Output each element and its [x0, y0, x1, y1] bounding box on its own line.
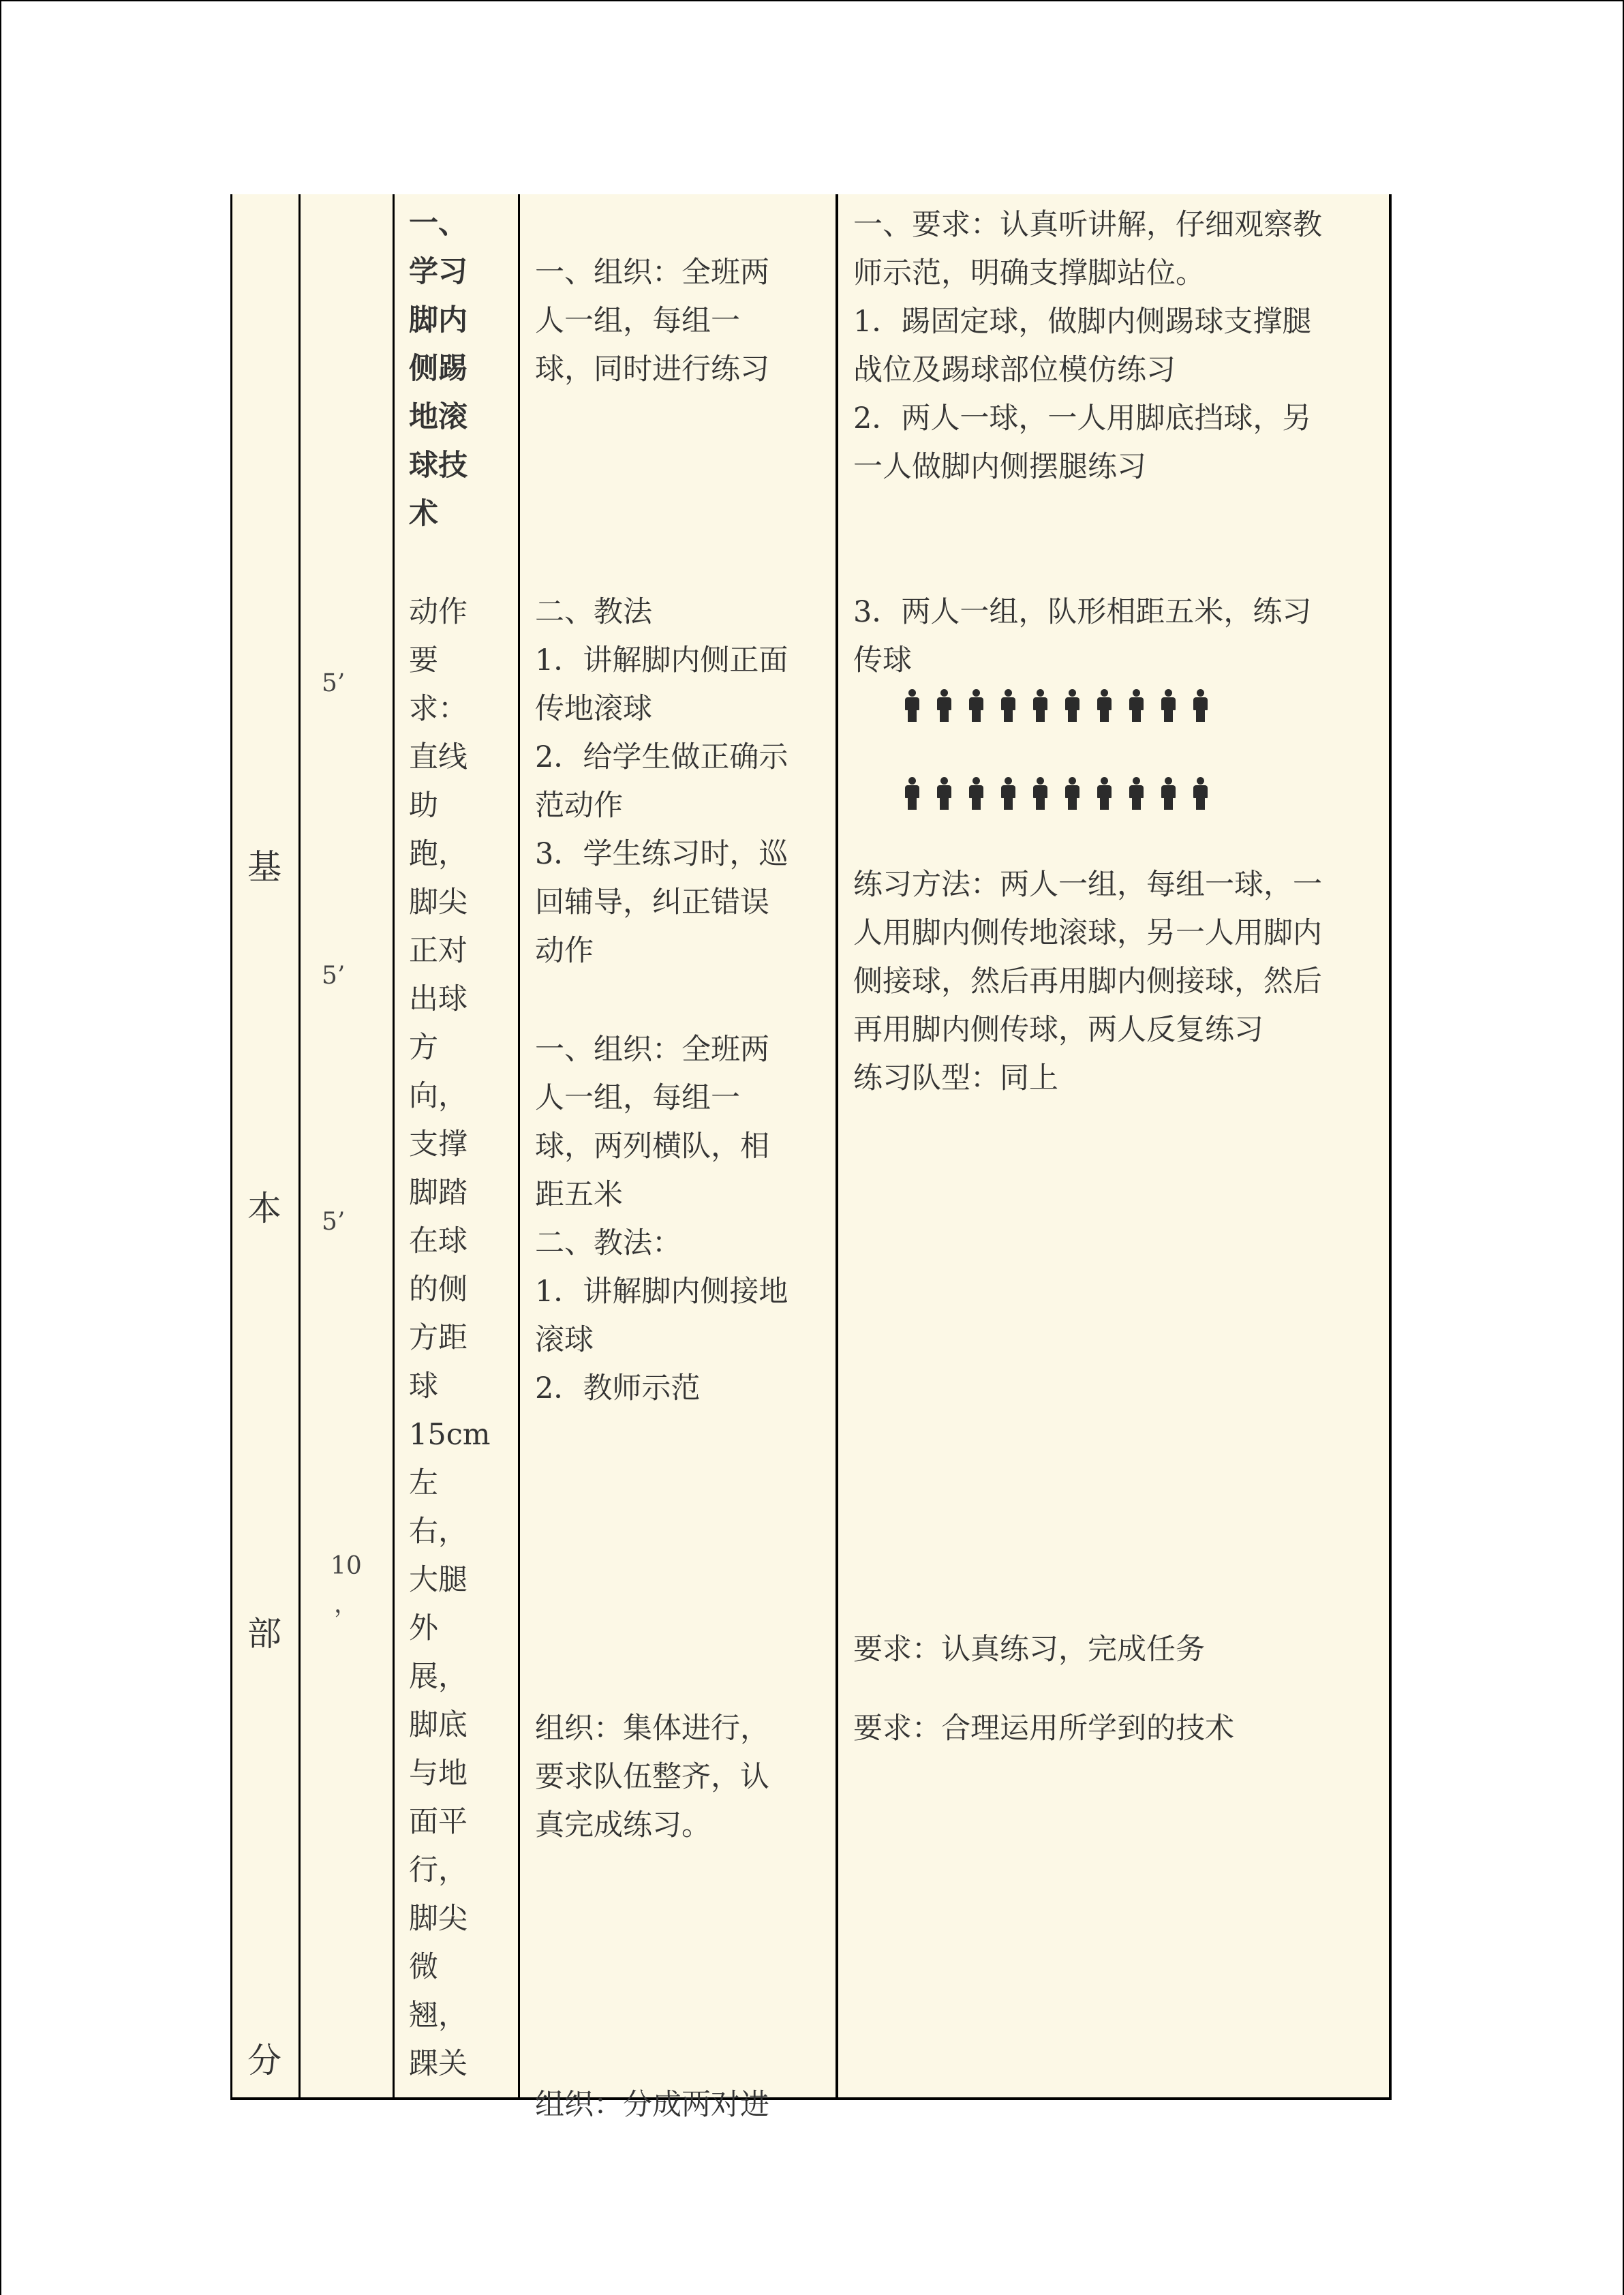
time-label-1: 5’: [322, 669, 346, 697]
requirement-line: 战位及踢球部位模仿练习: [853, 353, 1176, 387]
student-figure-icon: [1063, 689, 1082, 722]
section-char-2: 本: [247, 1189, 281, 1228]
student-figure-icon: [1127, 689, 1146, 722]
method-line: 人一组，每组一: [535, 1081, 740, 1115]
content-body-line: 助: [409, 789, 438, 823]
requirement-block-1: [853, 201, 1322, 491]
content-body-line: 脚底: [409, 1708, 468, 1742]
method-line: 回辅导，纠正错误: [535, 885, 769, 919]
content-title: [409, 200, 484, 538]
method-line: 人一组，每组一: [535, 304, 740, 338]
content-title-line: 一、: [409, 207, 468, 241]
requirement-line: 要求：认真练习，完成任务: [853, 1632, 1205, 1667]
formation-row-2: [903, 777, 1210, 810]
method-line: 滚球: [535, 1323, 594, 1357]
requirement-block-4: [853, 1626, 1205, 1674]
student-figure-icon: [999, 689, 1017, 722]
method-block-1: [535, 249, 769, 394]
requirement-line: 3．两人一组，队形相距五米，练习: [853, 595, 1312, 629]
requirement-line: 练习方法：两人一组，每组一球，一: [853, 868, 1322, 902]
method-line: 3．学生练习时，巡: [535, 837, 788, 871]
student-figure-icon: [1031, 777, 1050, 810]
content-body-line: 大腿: [409, 1563, 468, 1597]
content-body-line: 出球: [409, 982, 468, 1016]
student-figure-icon: [1063, 777, 1082, 810]
method-line: 一、组织：全班两: [535, 256, 769, 290]
requirement-line: 师示范，明确支撑脚站位。: [853, 256, 1205, 290]
content-body-line: 脚尖: [409, 885, 468, 919]
requirement-line: 1．踢固定球，做脚内侧踢球支撑腿: [853, 305, 1312, 339]
method-line: 1．讲解脚内侧接地: [535, 1275, 788, 1309]
method-block-3: [535, 1026, 788, 1413]
method-line: 2．教师示范: [535, 1371, 701, 1405]
content-body-line: 微: [409, 1950, 438, 1984]
content-body-line: 正对: [409, 934, 468, 968]
requirement-line: 一人做脚内侧摆腿练习: [853, 450, 1146, 484]
content-body-line: 在球: [409, 1224, 468, 1258]
method-line: 二、教法: [535, 595, 652, 629]
column-divider-1: [298, 194, 301, 2100]
student-figure-icon: [903, 777, 921, 810]
method-line: 组织：分成两对进: [535, 2088, 769, 2122]
student-figure-icon: [967, 689, 985, 722]
method-line: 要求队伍整齐，认: [535, 1760, 769, 1794]
student-figure-icon: [999, 777, 1017, 810]
content-body-line: 右，: [409, 1515, 468, 1549]
content-body: [409, 588, 491, 2088]
content-title-line: 学习: [409, 255, 468, 289]
student-figure-icon: [935, 777, 953, 810]
requirement-line: 人用脚内侧传地滚球，另一人用脚内: [853, 916, 1322, 950]
method-line: 球，两列横队，相: [535, 1129, 769, 1164]
requirement-line: 传球: [853, 643, 912, 678]
content-title-line: 球技: [409, 449, 468, 483]
student-figure-icon: [967, 777, 985, 810]
content-body-line: 方: [409, 1031, 438, 1065]
student-figure-icon: [1191, 689, 1210, 722]
content-title-line: 地滚: [409, 400, 468, 434]
content-body-line: 动作: [409, 595, 468, 629]
method-line: 球，同时进行练习: [535, 352, 769, 386]
table-border-left: [230, 194, 232, 2100]
content-title-line: 脚内: [409, 303, 468, 337]
requirement-line: 要求：合理运用所学到的技术: [853, 1712, 1234, 1746]
content-body-line: 直线: [409, 740, 468, 774]
student-figure-icon: [1095, 777, 1114, 810]
time-label-4: 10: [331, 1552, 362, 1580]
content-title-line: 侧踢: [409, 352, 468, 386]
requirement-line: 一、要求：认真听讲解，仔细观察教: [853, 208, 1322, 242]
student-figure-icon: [1159, 689, 1178, 722]
requirement-line: 练习队型：同上: [853, 1061, 1058, 1095]
content-body-line: 踝关: [409, 2047, 468, 2081]
content-body-line: 跑，: [409, 837, 468, 871]
table-content-clip: [382, 194, 1390, 2122]
method-line: 动作: [535, 934, 594, 968]
student-figure-icon: [1127, 777, 1146, 810]
content-body-line: 求：: [409, 692, 468, 726]
content-title-line: 术: [409, 497, 438, 531]
method-block-2: [535, 588, 788, 975]
requirement-line: 侧接球，然后再用脚内侧接球，然后: [853, 964, 1322, 999]
formation-row-1: [903, 689, 1210, 722]
method-block-5: [535, 2081, 769, 2129]
student-figure-icon: [935, 689, 953, 722]
content-body-line: 脚尖: [409, 1902, 468, 1936]
requirement-line: 再用脚内侧传球，两人反复练习: [853, 1013, 1263, 1047]
method-line: 1．讲解脚内侧正面: [535, 643, 788, 678]
content-body-line: 的侧: [409, 1273, 468, 1307]
method-line: 二、教法：: [535, 1226, 681, 1260]
method-line: 距五米: [535, 1178, 623, 1212]
content-body-line: 展，: [409, 1660, 468, 1694]
method-line: 真完成练习。: [535, 1808, 711, 1842]
content-body-line: 方距: [409, 1321, 468, 1355]
time-label-2: 5’: [322, 962, 346, 990]
content-body-line: 左: [409, 1466, 438, 1500]
content-body-line: 向，: [409, 1079, 468, 1113]
content-body-line: 行，: [409, 1853, 468, 1887]
content-body-line: 要: [409, 643, 438, 678]
content-body-line: 脚踏: [409, 1176, 468, 1210]
method-line: 一、组织：全班两: [535, 1033, 769, 1067]
content-body-line: 与地: [409, 1757, 468, 1791]
student-figure-icon: [1159, 777, 1178, 810]
content-body-line: 翘，: [409, 1998, 468, 2033]
section-char-1: 基: [247, 847, 281, 887]
time-label-3: 5’: [322, 1208, 346, 1236]
section-char-3: 部: [247, 1614, 281, 1654]
section-char-4: 分: [247, 2041, 281, 2080]
content-body-line: 支撑: [409, 1127, 468, 1161]
student-figure-icon: [1191, 777, 1210, 810]
requirement-block-3: [853, 861, 1322, 1103]
method-line: 传地滚球: [535, 692, 652, 726]
method-block-4: [535, 1705, 769, 1850]
time-label-5: ，: [334, 1590, 359, 1618]
requirement-block-2: [853, 588, 1311, 685]
method-line: 2．给学生做正确示: [535, 740, 788, 774]
student-figure-icon: [903, 689, 921, 722]
method-line: 组织：集体进行，: [535, 1712, 769, 1746]
content-body-line: 球: [409, 1369, 438, 1403]
method-line: 范动作: [535, 789, 623, 823]
requirement-block-5: [853, 1705, 1234, 1753]
requirement-line: 2．两人一球，一人用脚底挡球，另: [853, 401, 1312, 436]
content-body-line: 外: [409, 1611, 438, 1645]
content-body-line: 面平: [409, 1805, 468, 1839]
student-figure-icon: [1095, 689, 1114, 722]
content-body-line: 15cm: [409, 1418, 491, 1452]
student-figure-icon: [1031, 689, 1050, 722]
